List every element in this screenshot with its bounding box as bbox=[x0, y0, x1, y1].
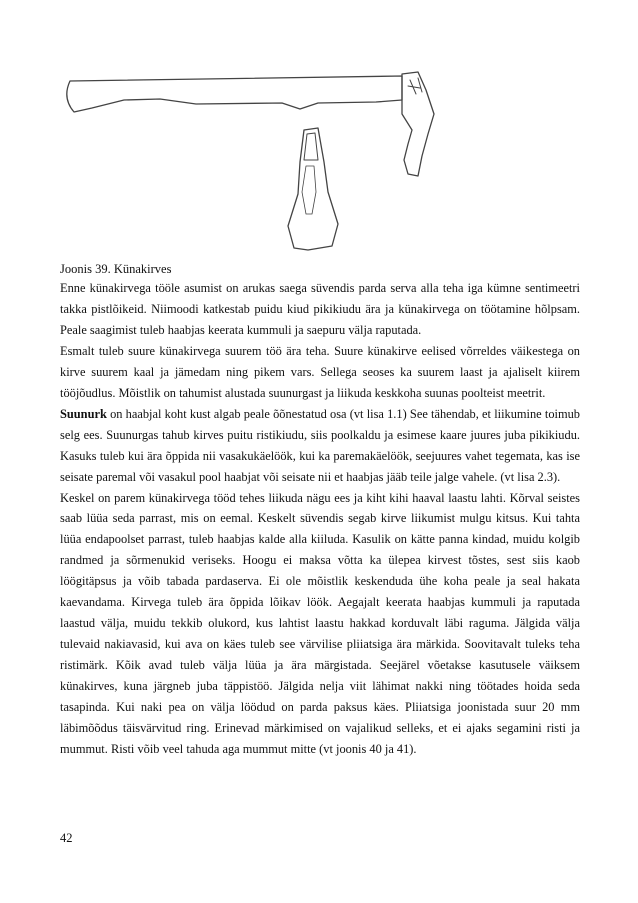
adze-blade-shading bbox=[302, 166, 316, 214]
paragraph bbox=[60, 341, 580, 404]
adze-head-inner bbox=[408, 78, 422, 94]
paragraph-text: Esmalt tuleb suure künakirvega suurem töö ära teha. Suure künakirve eelised võrreldes väikestega on kirve suurem kaal ja jämedam ning pikem vars. Sellega seoses ka suurem laast ja ajaliselt kiirem tööjõudlus. Mõistlik on tahumist alustada suunurgast ja liikuda keskkoha suunas poolteist meetrit. bbox=[60, 343, 580, 400]
adze-blade-front bbox=[288, 128, 338, 250]
body-text bbox=[60, 278, 580, 760]
figure-caption: Joonis 39. Künakirves bbox=[60, 262, 172, 276]
adze-blade-eye bbox=[304, 133, 318, 160]
page-number: 42 bbox=[60, 831, 73, 845]
adze-handle bbox=[67, 76, 402, 112]
paragraph bbox=[60, 404, 580, 488]
paragraph-text: Enne künakirvega tööle asumist on arukas saega süvendis parda serva alla teha iga kümne sentimeetri takka pistlõikeid. Niimoodi katkestab puidu kiud pikikiudu ära ja künakirvega on töötamine hõlpsam. Peale saagimist tuleb haabjas keerata kummuli ja saepuru välja raputada. bbox=[60, 281, 580, 337]
paragraph-text: Keskel on parem künakirvega tööd tehes liikuda nägu ees ja kiht kihi haaval laastu lahti. Kõrval seistes saab lüüa seda parrast, mis on eemal. Keskelt süvendis segab kirve liikumist mulgu kitsus. Kui tahta lüüa endapoolset parrast, tuleb haabjas kalde alla kiiluda. Kasulik on kätte panna kindad, muidu kolgib randmed ja sõrmenukid veriseks. Hoogu ei maksa võtta ka ülepea kirvest tõstes, sest siis kaob löögitäpsus ja võib tabada pardaserva. Ei ole mõistlik keskenduda ühe koha peale ja seal hakata kaevandama. Kirvega tuleb ära õppida lõikav löök. Aegajalt keerata haabjas kummuli ja raputada laastud välja, muidu tekkib olukord, kus lahtist laastu hakkad korduvalt läbi raguma. Jälgida välja tulevaid nakiavasid, kui ava on käes tuleb see värvilise pliiatsiga ära märkida. Soovitavalt tuleks teha ristimärk. Kõik avad tuleb välja lüüa ja ära märgistada. Seejärel võetakse kasutusele väiksem künakirves, kuna järgneb juba täppistöö. Jälgida nelja viit lähimat nakki ning töötades hoida seda tasapinda. Kui naki pea on välja löödud on parda paksus käes. Pliiatsiga joonistada suur 20 mm läbimõõdus täisvärvitud ring. Erinevad märkimised on vajalikud selleks, et ei ajaks segamini risti ja mummut. Risti võib veel tahuda aga mummut mitte (vt joonis 40 ja 41). bbox=[60, 490, 580, 756]
paragraph-text: on haabjal koht kust algab peale õõnestatud osa (vt lisa 1.1) See tähendab, et liikumine toimub selg ees. Suunurgas tahub kirves puitu ristikiudu, siis poolkaldu ja esimese kaare juures juba pikikiudu. Kasuks tuleb kui ära õppida nii vasakukäelöök, kui ka paremakäelöök, seejuures vahet tegemata, kas ise seisate paremal või vasakul pool haabjat või seisate nii et haabjas jääb teile jalge vahele. (vt lisa 2.3). bbox=[60, 406, 580, 484]
adze-drawing-icon bbox=[56, 66, 476, 256]
paragraph bbox=[60, 278, 580, 341]
term-suunurk: Suunurk bbox=[60, 406, 107, 421]
paragraph bbox=[60, 488, 580, 760]
figure-adze bbox=[56, 66, 476, 256]
